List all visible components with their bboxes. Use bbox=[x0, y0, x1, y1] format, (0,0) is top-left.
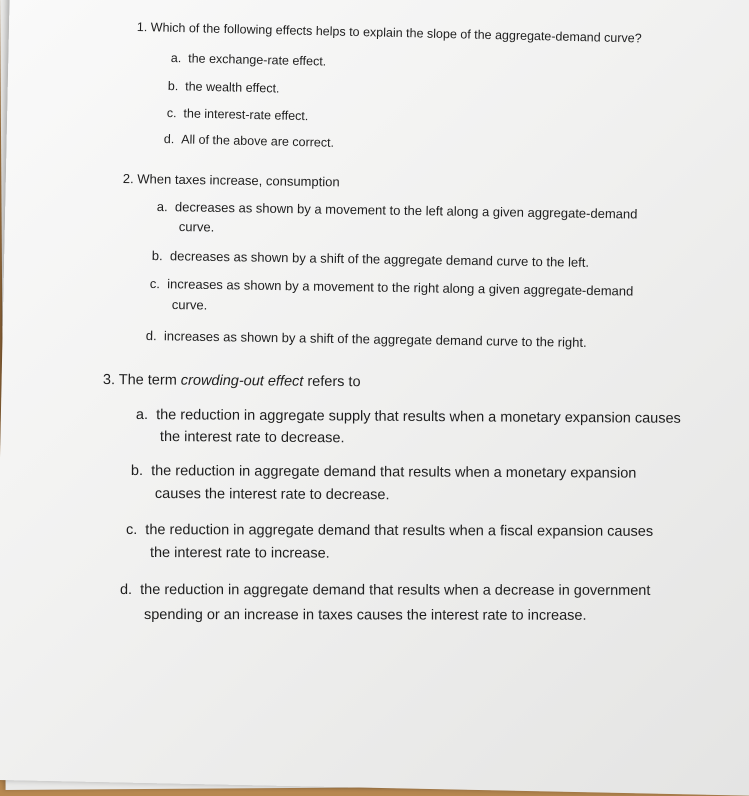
question-3-option-c bbox=[126, 522, 653, 540]
question-2-option-c-line2: curve. bbox=[171, 297, 208, 313]
option-letter: a. bbox=[170, 51, 182, 66]
option-text: the interest-rate effect. bbox=[183, 106, 309, 124]
option-text: the reduction in aggregate supply that results when a monetary expansion causes bbox=[156, 407, 681, 427]
question-3-number: 3. The term bbox=[102, 372, 177, 389]
option-letter: c. bbox=[166, 106, 177, 121]
question-3-option-c-line2: the interest rate to increase. bbox=[149, 545, 330, 562]
option-letter: d. bbox=[145, 328, 157, 344]
question-3-rest: refers to bbox=[307, 373, 361, 391]
question-3-prompt bbox=[103, 372, 361, 390]
question-2-option-a-line2: curve. bbox=[178, 219, 215, 235]
option-letter: b. bbox=[130, 463, 144, 480]
option-letter: b. bbox=[167, 79, 179, 94]
option-letter: d. bbox=[119, 582, 133, 599]
option-text: the reduction in aggregate demand that results when a monetary expansion bbox=[151, 463, 637, 482]
option-text: the exchange-rate effect. bbox=[188, 51, 327, 69]
question-1-prompt: 1. Which of the following effects helps to explain the slope of the aggregate-demand curve? bbox=[136, 20, 642, 46]
option-text: decreases as shown by a movement to the left along a given aggregate-demand bbox=[174, 199, 638, 222]
option-letter: d. bbox=[163, 132, 175, 147]
option-letter: a. bbox=[135, 407, 149, 424]
question-3-term: crowding-out effect bbox=[180, 372, 304, 390]
option-text: the reduction in aggregate demand that results when a fiscal expansion causes bbox=[145, 522, 654, 540]
question-2-prompt: 2. When taxes increase, consumption bbox=[122, 171, 340, 190]
question-1-option-b bbox=[168, 79, 280, 96]
option-text: All of the above are correct. bbox=[181, 132, 335, 150]
option-letter: c. bbox=[125, 522, 138, 539]
option-text: increases as shown by a movement to the right along a given aggregate-demand bbox=[167, 276, 634, 299]
question-3-option-b-line2: causes the interest rate to decrease. bbox=[154, 486, 390, 504]
option-text: the reduction in aggregate demand that results when a decrease in government bbox=[140, 582, 651, 599]
question-3-option-d-line2: spending or an increase in taxes causes the interest rate to increase. bbox=[143, 607, 587, 624]
option-letter: b. bbox=[151, 248, 163, 264]
question-3-option-d bbox=[120, 582, 650, 599]
option-letter: c. bbox=[149, 276, 161, 292]
option-text: the wealth effect. bbox=[185, 79, 280, 96]
question-3-option-b bbox=[131, 463, 636, 482]
option-letter: a. bbox=[156, 199, 168, 215]
question-3-option-a-line2: the interest rate to decrease. bbox=[159, 429, 345, 447]
option-text: increases as shown by a shift of the aggregate demand curve to the right. bbox=[163, 328, 587, 350]
option-text: decreases as shown by a shift of the aggregate demand curve to the left. bbox=[169, 248, 590, 270]
